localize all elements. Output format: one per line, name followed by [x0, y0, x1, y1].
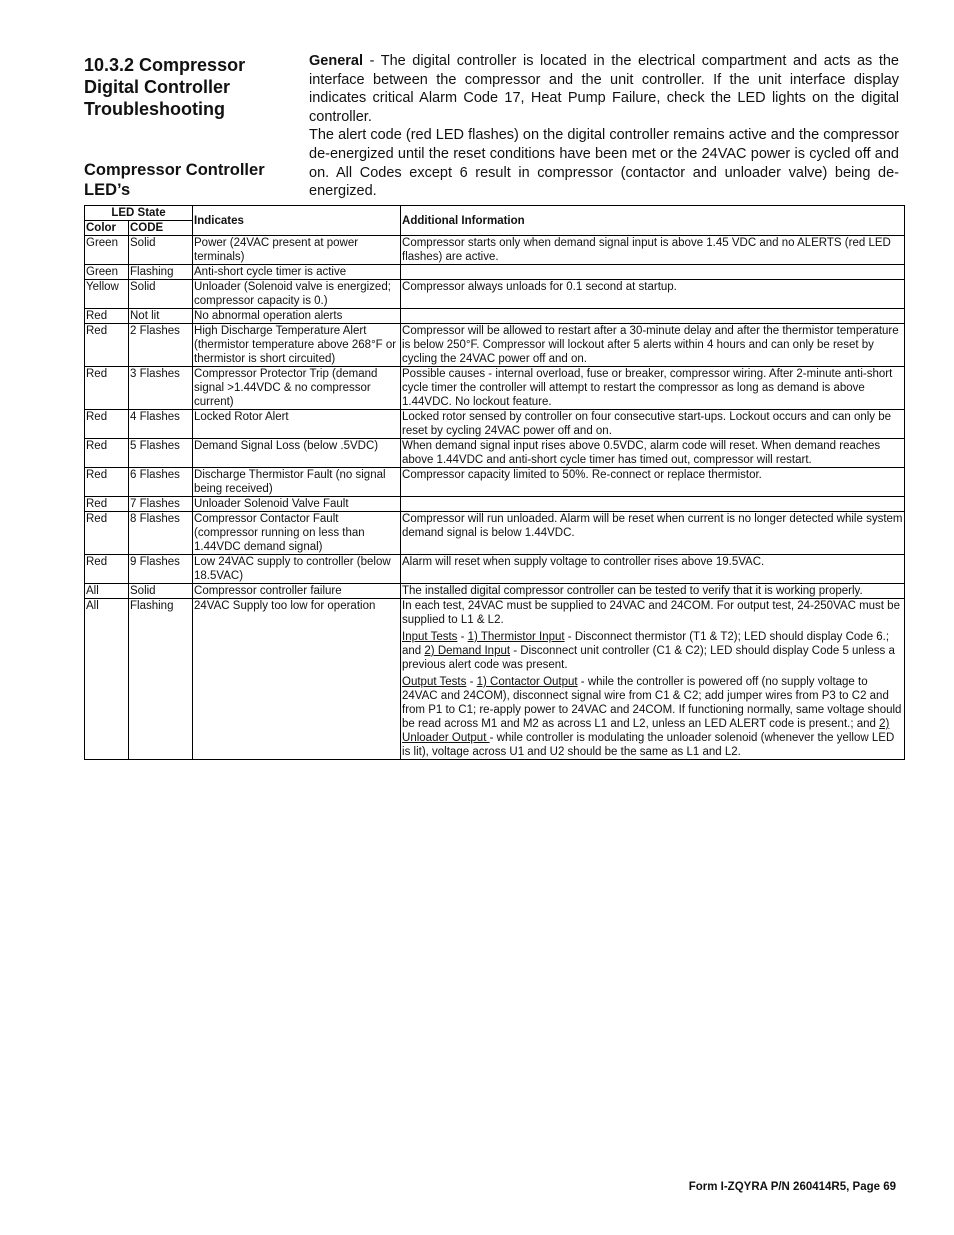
- table-row: [85, 555, 905, 584]
- contactor-output-label: 1) Contactor Output: [476, 676, 578, 688]
- cell-additional-information: Compressor starts only when demand signal input is above 1.45 VDC and no ALERTS (red LED flashes) are active.: [401, 236, 905, 265]
- table-row: [85, 236, 905, 265]
- cell-indicates: Unloader (Solenoid valve is energized; compressor capacity is 0.): [193, 280, 401, 309]
- cell-code: 3 Flashes: [129, 367, 193, 410]
- cell-code: Flashing: [129, 599, 193, 760]
- cell-code: 6 Flashes: [129, 468, 193, 497]
- cell-indicates: 24VAC Supply too low for operation: [193, 599, 401, 760]
- cell-indicates: Discharge Thermistor Fault (no signal being received): [193, 468, 401, 497]
- table-header-row: [85, 206, 905, 221]
- header-led-state: LED State: [85, 206, 193, 221]
- input-tests-dash: -: [457, 631, 468, 643]
- header-indicates: Indicates: [193, 206, 401, 236]
- cell-additional-information: Compressor will run unloaded. Alarm will be reset when current is no longer detected while system demand signal is below 1.44VDC.: [401, 512, 905, 555]
- table-row: [85, 410, 905, 439]
- sub-title: Compressor Controller LED’s: [84, 161, 265, 199]
- cell-additional-information: Compressor always unloads for 0.1 second at startup.: [401, 280, 905, 309]
- cell-code: 4 Flashes: [129, 410, 193, 439]
- cell-additional-information: Locked rotor sensed by controller on four consecutive start-ups. Lockout occurs and can only be reset by cycling 24VAC power off and on.: [401, 410, 905, 439]
- cell-color: Green: [85, 236, 129, 265]
- unloader-output-text: - while controller is modulating the unloader solenoid (whenever the yellow LED is lit), voltage across U1 and U2 should be the same as L1 and L2.: [402, 732, 895, 758]
- cell-additional-information: When demand signal input rises above 0.5VDC, alarm code will reset. When demand reaches above 1.44VDC and anti-short cycle timer has timed out, compressor will restart.: [401, 439, 905, 468]
- cell-color: Red: [85, 497, 129, 512]
- cell-code: Flashing: [129, 265, 193, 280]
- cell-color: Red: [85, 512, 129, 555]
- demand-input-text: - Disconnect unit controller (C1 & C2); LED should display Code 5 unless a previous alert code was present.: [402, 645, 895, 671]
- intro-paragraph-alert: The alert code (red LED flashes) on the digital controller remains active and the compressor de-energized until the reset conditions have been met or the 24VAC power is cycled off and on. All Codes except 6 result in compressor (contactor and unloader valve) being de-energized.: [309, 127, 899, 200]
- cell-code: Solid: [129, 236, 193, 265]
- table-row: [85, 324, 905, 367]
- input-tests-block: [402, 630, 903, 672]
- cell-indicates: High Discharge Temperature Alert (thermistor temperature above 268°F or thermistor is short circuited): [193, 324, 401, 367]
- cell-additional-information: [401, 497, 905, 512]
- cell-indicates: Demand Signal Loss (below .5VDC): [193, 439, 401, 468]
- output-tests-block: [402, 675, 903, 759]
- cell-indicates: Power (24VAC present at power terminals): [193, 236, 401, 265]
- cell-color: Yellow: [85, 280, 129, 309]
- cell-additional-information: [401, 265, 905, 280]
- cell-color: Red: [85, 324, 129, 367]
- cell-color: Red: [85, 555, 129, 584]
- thermistor-input-label: 1) Thermistor Input: [467, 631, 565, 643]
- cell-color: Green: [85, 265, 129, 280]
- cell-indicates: Compressor Contactor Fault (compressor running on less than 1.44VDC demand signal): [193, 512, 401, 555]
- table-row: [85, 512, 905, 555]
- cell-code: 7 Flashes: [129, 497, 193, 512]
- cell-additional-information: [401, 599, 905, 760]
- output-tests-label: Output Tests: [402, 676, 467, 688]
- cell-indicates: Compressor Protector Trip (demand signal >1.44VDC & no compressor current): [193, 367, 401, 410]
- cell-color: Red: [85, 367, 129, 410]
- table-row: [85, 439, 905, 468]
- demand-input-label: 2) Demand Input: [424, 645, 511, 657]
- cell-indicates: Locked Rotor Alert: [193, 410, 401, 439]
- cell-indicates: Anti-short cycle timer is active: [193, 265, 401, 280]
- cell-color: All: [85, 584, 129, 599]
- cell-indicates: No abnormal operation alerts: [193, 309, 401, 324]
- cell-code: 8 Flashes: [129, 512, 193, 555]
- thermistor-input-text: - Disconnect thermistor (T1 & T2); LED should display Code 6.; and: [402, 631, 890, 657]
- cell-color: Red: [85, 439, 129, 468]
- cell-color: Red: [85, 309, 129, 324]
- cell-code: 2 Flashes: [129, 324, 193, 367]
- table-row: [85, 367, 905, 410]
- cell-additional-information: Compressor will be allowed to restart after a 30-minute delay and after the thermistor temperature is below 250°F. Compressor will lockout after 5 alerts within 4 hours and can only be reset by cycling the 24VAC power off and on.: [401, 324, 905, 367]
- cell-color: Red: [85, 468, 129, 497]
- intro-text: [309, 52, 899, 201]
- table-row: [85, 309, 905, 324]
- table-row: [85, 599, 905, 760]
- header-color: Color: [85, 221, 129, 236]
- output-tests-dash: -: [466, 676, 477, 688]
- cell-code: 9 Flashes: [129, 555, 193, 584]
- page-footer: Form I-ZQYRA P/N 260414R5, Page 69: [688, 1181, 896, 1193]
- header-additional-information: Additional Information: [401, 206, 905, 236]
- cell-code: Solid: [129, 584, 193, 599]
- led-state-table: [84, 205, 905, 760]
- table-row: [85, 468, 905, 497]
- cell-indicates: Low 24VAC supply to controller (below 18.5VAC): [193, 555, 401, 584]
- contactor-output-text: - while the controller is powered off (no supply voltage to 24VAC and 24COM), disconnect signal wire from C1 & C2; add jumper wires from P3 to C2 and from P1 to C1; re-apply power to 24VAC and 24COM. If functioning normally, same voltage should be read across M1 and M2 as across L1 and L2, unless an LED ALERT code is present.; and: [402, 676, 902, 730]
- cell-indicates: Unloader Solenoid Valve Fault: [193, 497, 401, 512]
- header-code: CODE: [129, 221, 193, 236]
- cell-indicates: Compressor controller failure: [193, 584, 401, 599]
- unloader-output-label: 2) Unloader Output: [402, 718, 890, 744]
- intro-paragraph-general: [309, 52, 899, 126]
- table-row: [85, 280, 905, 309]
- table-row: [85, 584, 905, 599]
- cell-additional-information: [401, 309, 905, 324]
- intro-general-text: - The digital controller is located in the electrical compartment and acts as the interface between the compressor and the unit controller. If the unit interface display indicates critical Alarm Code 17, Heat Pump Failure, check the LED lights on the digital controller.: [309, 53, 899, 125]
- cell-color: All: [85, 599, 129, 760]
- cell-additional-information: Alarm will reset when supply voltage to controller rises above 19.5VAC.: [401, 555, 905, 584]
- cell-code: Solid: [129, 280, 193, 309]
- cell-code: 5 Flashes: [129, 439, 193, 468]
- test-supply-note: In each test, 24VAC must be supplied to 24VAC and 24COM. For output test, 24-250VAC must be supplied to L1 & L2.: [402, 600, 900, 626]
- input-tests-label: Input Tests: [402, 631, 458, 643]
- table-row: [85, 265, 905, 280]
- cell-color: Red: [85, 410, 129, 439]
- intro-general-label: General: [309, 53, 363, 69]
- table-row: [85, 497, 905, 512]
- cell-code: Not lit: [129, 309, 193, 324]
- table-body: [85, 236, 905, 760]
- section-title: 10.3.2 Compressor Digital Controller Troubleshooting: [84, 55, 246, 119]
- cell-additional-information: The installed digital compressor controller can be tested to verify that it is working properly.: [401, 584, 905, 599]
- cell-additional-information: Possible causes - internal overload, fuse or breaker, compressor wiring. After 2-minute anti-short cycle timer the controller will attempt to restart the compressor as long as demand is above 1.44VDC. No lockout feature.: [401, 367, 905, 410]
- cell-additional-information: Compressor capacity limited to 50%. Re-connect or replace thermistor.: [401, 468, 905, 497]
